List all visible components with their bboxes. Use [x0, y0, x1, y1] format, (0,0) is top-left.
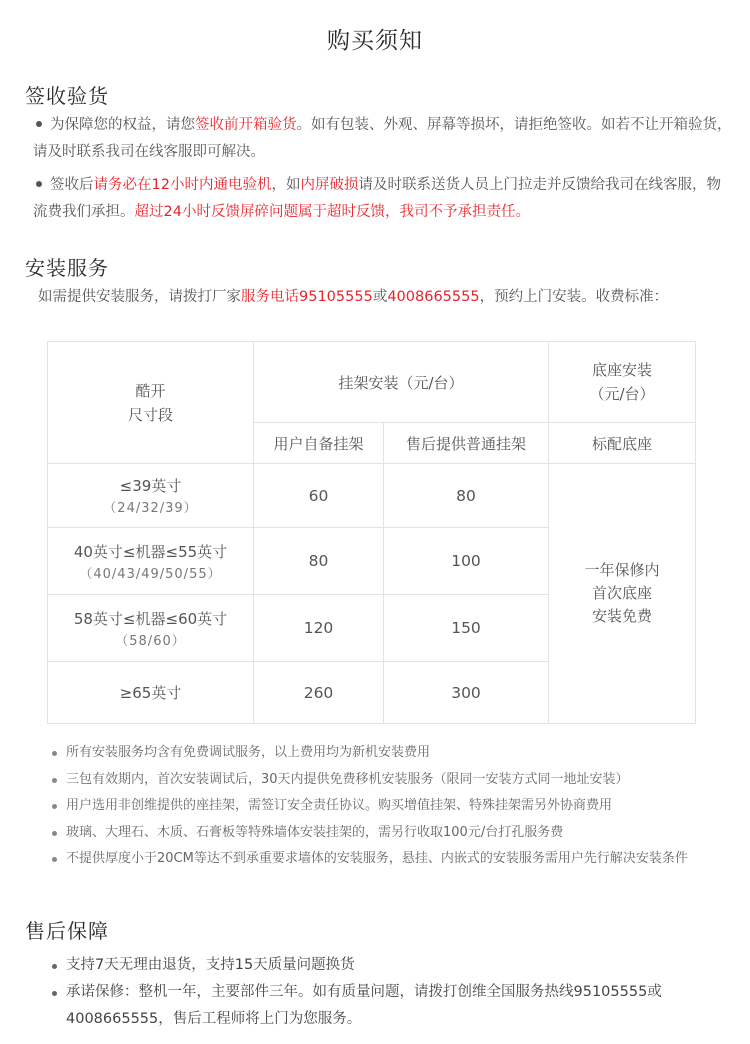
fee-own-bracket: 260 [254, 662, 384, 724]
after-sales-list [50, 952, 740, 1033]
fee-own-bracket: 60 [254, 464, 384, 528]
highlight-24-hours-warning: 超过24小时反馈屏碎问题属于超时反馈，我司不予承担责任。 [134, 204, 530, 220]
service-hotline-alt[interactable]: 4008665555 [387, 289, 480, 305]
list-item: 玻璃、大理石、木质、石膏板等特殊墙体安装挂架的，需另行收取100元/台打孔服务费 [50, 820, 730, 847]
section-heading-after-sales: 售后保障 [25, 919, 109, 943]
install-intro: 如需提供安装服务，请拨打厂家服务电话95105555或4008665555，预约上门安装。收费标准： [38, 289, 669, 305]
bullet-dot-icon [36, 121, 42, 127]
fee-provided-bracket: 300 [384, 662, 549, 724]
list-item: 三包有效期内，首次安装调试后，30天内提供免费移机安装服务（限同一安装方式同一地址安装） [50, 767, 730, 794]
install-notes-list [50, 740, 730, 873]
service-hotline[interactable]: 服务电话95105555 [241, 289, 373, 305]
list-item: 用户选用非创维提供的座挂架，需签订安全责任协议。购买增值挂架、特殊挂架需另外协商费用 [50, 793, 730, 820]
size-cell: 58英寸≤机器≤60英寸 （58/60） [48, 595, 254, 662]
sign-check-paragraph-2: 签收后请务必在12小时内通电验机，如内屏破损请及时联系送货人员上门拉走并反馈给我司在线客服，物流费我们承担。超过24小时反馈屏碎问题属于超时反馈，我司不予承担责任。 [33, 177, 721, 220]
wall-own-bracket-header: 用户自备挂架 [254, 423, 384, 464]
highlight-screen-broken: 内屏破损 [300, 177, 359, 193]
list-item: 所有安装服务均含有免费调试服务，以上费用均为新机安装费用 [50, 740, 730, 767]
base-install-free-note: 一年保修内 首次底座 安装免费 [549, 464, 696, 724]
fee-own-bracket: 120 [254, 595, 384, 662]
fee-provided-bracket: 100 [384, 528, 549, 595]
fee-own-bracket: 80 [254, 528, 384, 595]
wall-provided-bracket-header: 售后提供普通挂架 [384, 423, 549, 464]
bullet-dot-icon [36, 181, 42, 187]
size-cell: ≤39英寸 （24/32/39） [48, 464, 254, 528]
install-fee-table [47, 341, 696, 724]
highlight-open-box-check: 签收前开箱验货 [195, 117, 297, 133]
base-header-cell: 底座安装 （元/台） [549, 342, 696, 423]
table-row [48, 464, 696, 528]
sign-check-paragraph-1: 为保障您的权益，请您签收前开箱验货。如有包装、外观、屏幕等损坏，请拒绝签收。如若不让开箱验货，请及时联系我司在线客服即可解决。 [33, 117, 732, 160]
base-standard-header: 标配底座 [549, 423, 696, 464]
list-item: 不提供厚度小于20CM等达不到承重要求墙体的安装服务，悬挂、内嵌式的安装服务需用户先行解决安装条件 [50, 846, 726, 873]
fee-provided-bracket: 80 [384, 464, 549, 528]
section-heading-sign-check: 签收验货 [25, 84, 109, 108]
list-item: 支持7天无理由退货，支持15天质量问题换货 [50, 952, 740, 979]
size-cell: 40英寸≤机器≤55英寸 （40/43/49/50/55） [48, 528, 254, 595]
size-cell: ≥65英寸 [48, 662, 254, 724]
list-item: 承诺保修：整机一年，主要部件三年。如有质量问题，请拨打创维全国服务热线95105555或4008665555，售后工程师将上门为您服务。 [50, 979, 726, 1033]
fee-provided-bracket: 150 [384, 595, 549, 662]
wall-mount-header-cell: 挂架安装（元/台） [254, 342, 549, 423]
highlight-12-hours: 请务必在12小时内通电验机 [93, 177, 272, 193]
size-header-cell: 酷开 尺寸段 [48, 342, 254, 464]
page-title: 购买须知 [327, 28, 423, 54]
section-heading-install: 安装服务 [25, 256, 109, 280]
